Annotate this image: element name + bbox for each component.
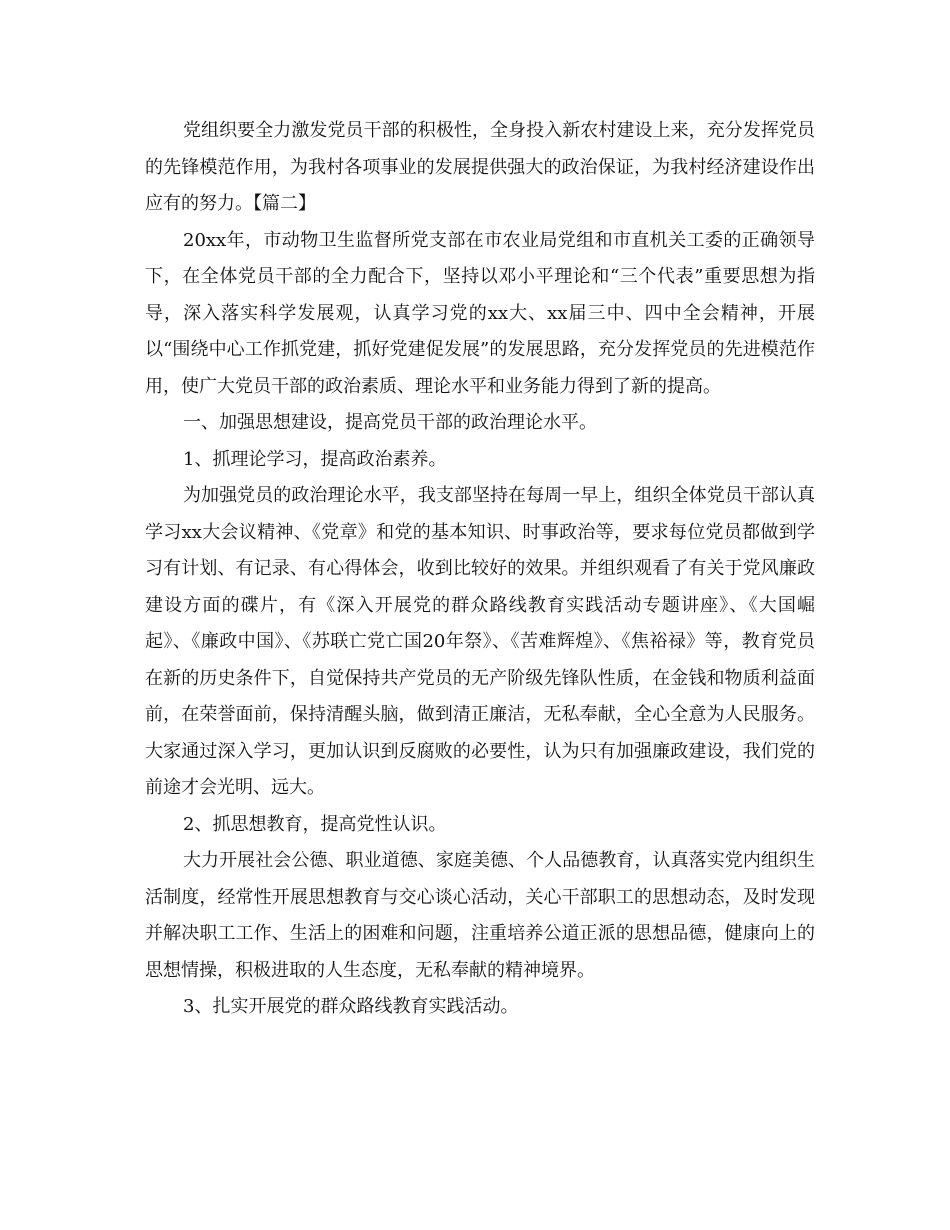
subsection-heading-1: 1、抓理论学习，提高政治素养。 <box>183 448 447 470</box>
subsection-heading-3: 3、扎实开展党的群众路线教育实践活动。 <box>183 996 519 1017</box>
section-heading-1: 一、加强思想建设，提高党员干部的政治理论水平。 <box>183 412 597 433</box>
subsection-heading-2: 2、抓思想教育，提高党性认识。 <box>183 813 447 835</box>
paragraph-3: 为加强党员的政治理论水平，我支部坚持在每周一早上，组织全体党员干部认真学习xx大会议精神、《党章》和党的基本知识、时事政治等，要求每位党员都做到学习有计划、有记录、有心得体会，收到比较好的效果。并组织观看了有关于党风廉政建设方面的碟片，有《深入开展党的群众路线教育实践活动专题讲座》、《大国崛起》、《廉政中国》、《苏联亡党亡国20年祭》、《苦难辉煌》、《焦裕禄》等，教育党员在新的历史条件下，自觉保持共产党员的无产阶级先锋队性质，在金钱和物质利益面前，在荣誉面前，保持清醒头脑，做到清正廉洁，无私奉献，全心全意为人民服务。大家通过深入学习，更加认识到反腐败的必要性，认为只有加强廉政建设，我们党的前途才会光明、远大。 <box>145 485 815 798</box>
document-body <box>145 113 815 1026</box>
paragraph-2: 20xx年，市动物卫生监督所党支部在市农业局党组和市直机关工委的正确领导下，在全体党员干部的全力配合下，坚持以邓小平理论和“三个代表”重要思想为指导，深入落实科学发展观，认真学习党的xx大、xx届三中、四中全会精神，开展以“围绕中心工作抓党建，抓好党建促发展”的发展思路，充分发挥党员的先进模范作用，使广大党员干部的政治素质、理论水平和业务能力得到了新的提高。 <box>145 229 815 397</box>
paragraph-4: 大力开展社会公德、职业道德、家庭美德、个人品德教育，认真落实党内组织生活制度，经常性开展思想教育与交心谈心活动，关心干部职工的思想动态，及时发现并解决职工工作、生活上的困难和问题，注重培养公道正派的思想品德，健康向上的思想情操，积极进取的人生态度，无私奉献的精神境界。 <box>145 850 815 981</box>
paragraph-1: 党组织要全力激发党员干部的积极性，全身投入新农村建设上来，充分发挥党员的先锋模范作用，为我村各项事业的发展提供强大的政治保证，为我村经济建设作出应有的努力。【篇二】 <box>145 120 815 214</box>
